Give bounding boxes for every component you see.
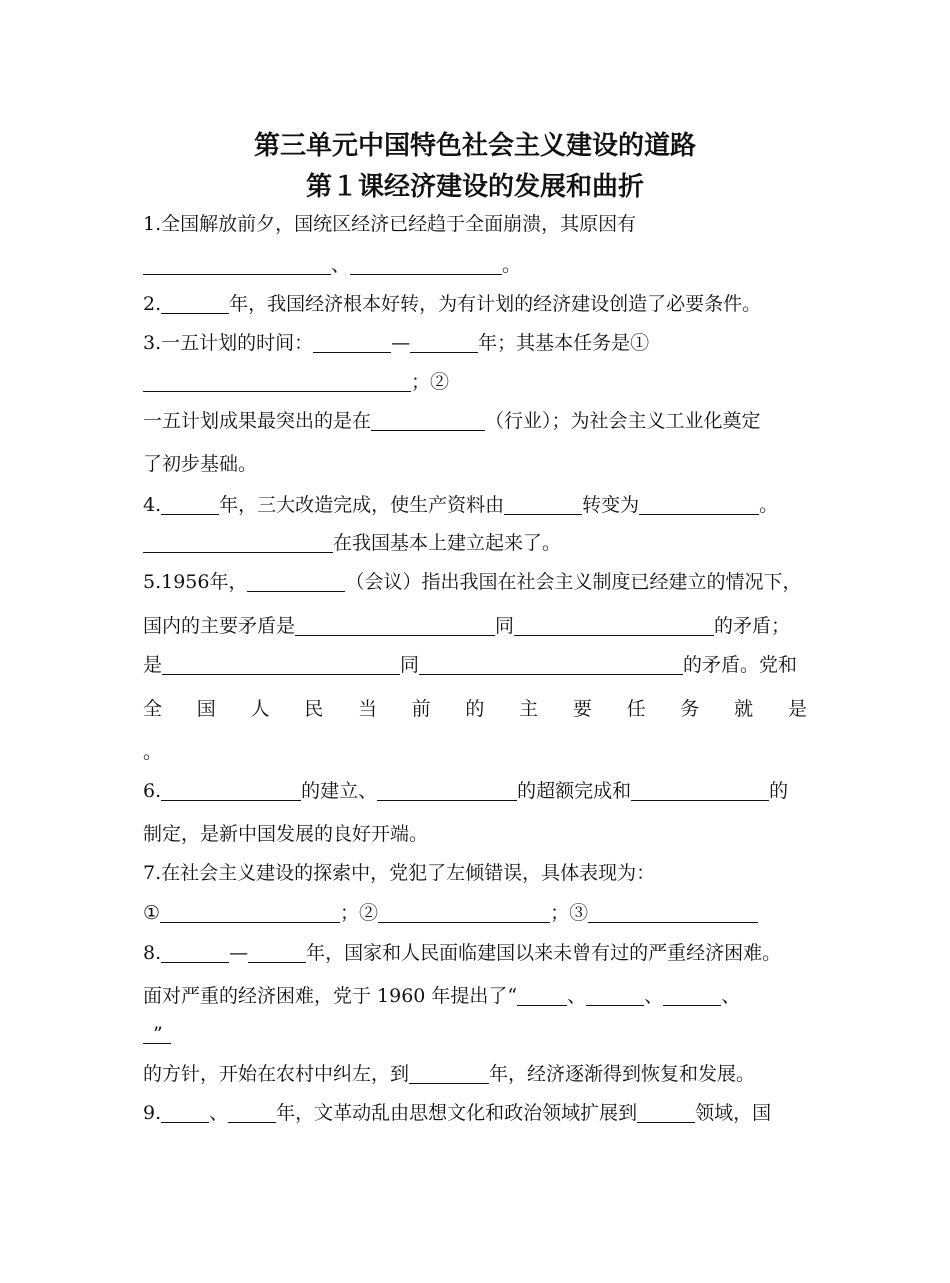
answer-blank[interactable] [143,371,411,392]
answer-blank[interactable] [631,780,769,801]
answer-blank[interactable] [637,1102,695,1123]
question-3 [143,331,649,355]
spread-char: 务 [680,698,700,720]
q5-is: 是 [143,654,163,676]
question-5-line3 [143,653,797,677]
question-3-answers [143,370,449,394]
q6-text-b: 的超额完成和 [517,780,632,802]
q2-text: 年，我国经济根本好转，为有计划的经济建设创造了必要条件。 [229,293,762,315]
spread-char: 全 [143,698,163,720]
q3-task-text: 年；其基本任务是① [478,332,650,354]
question-8 [143,941,781,965]
unit-title: 第三单元中国特色社会主义建设的道路 [253,131,696,161]
q3-industry-text: （行业）；为社会主义工业化奠定 [485,410,761,432]
question-6-line2 [143,822,428,846]
answer-blank[interactable] [143,254,331,275]
answer-blank[interactable] [313,332,391,353]
answer-blank[interactable] [161,293,229,314]
q9-text: 年，文革动乱由思想文化和政治领域扩展到 [276,1102,638,1124]
answer-blank[interactable] [409,1063,489,1084]
answer-blank[interactable] [295,615,495,636]
question-1-answers [143,253,521,277]
question-8-line3 [143,1022,163,1046]
answer-blank[interactable] [514,615,714,636]
question-8-line4 [143,1062,755,1086]
question-5 [143,570,802,594]
q8-guideline-text: 的方针，开始在农村中纠左，到 [143,1063,410,1085]
close-quote: ” [153,1023,163,1045]
question-7-answers [143,901,758,925]
question-4-line2 [143,531,561,555]
q6-end-text: 制定，是新中国发展的良好开端。 [143,823,429,845]
answer-blank[interactable] [161,1102,209,1123]
period: 。 [143,741,163,763]
q6-text-c: 的 [769,780,789,802]
answer-blank[interactable] [161,942,229,963]
spread-char: 任 [626,698,646,720]
answer-blank[interactable] [410,332,478,353]
q8-number: 8. [143,942,162,964]
separator: 、 [721,985,741,1007]
q1-text: 1.全国解放前夕，国统区经济已经趋于全面崩溃，其原因有 [143,213,637,235]
spread-char: 主 [519,698,539,720]
answer-blank[interactable] [143,532,333,553]
q8-policy-text: 面对严重的经济困难，党于 1960 年提出了“ [143,985,518,1007]
separator: 、 [644,985,664,1007]
q8-recovery-text: 年，经济逐渐得到恢复和发展。 [489,1063,756,1085]
question-4 [143,493,778,517]
q3-end-text: 了初步基础。 [143,453,258,475]
q5-text: （会议）指出我国在社会主义制度已经建立的情况下， [345,571,802,593]
q8-text: 年，国家和人民面临建国以来未曾有过的严重经济困难。 [306,942,782,964]
question-5-spread-line [143,697,807,721]
period: 。 [502,254,522,276]
answer-blank[interactable] [247,571,345,592]
question-9 [143,1101,771,1125]
question-7 [143,861,655,885]
q6-text-a: 的建立、 [301,780,378,802]
answer-blank[interactable] [663,985,721,1006]
answer-blank[interactable] [419,654,683,675]
q4-number: 4. [143,494,162,516]
dash: — [391,332,411,354]
answer-blank[interactable] [371,410,485,431]
question-3-line3 [143,409,761,433]
answer-blank[interactable] [160,902,340,923]
spread-char: 就 [734,698,754,720]
spread-char: 民 [304,698,324,720]
question-5-period [143,740,162,764]
q6-number: 6. [143,780,162,802]
answer-blank[interactable] [161,780,301,801]
q3-second: ；② [411,371,450,393]
answer-blank[interactable] [161,494,219,515]
q5-contradiction-end: 的矛盾； [714,615,791,637]
q5-party-text: 的矛盾。党和 [683,654,798,676]
answer-blank[interactable] [228,1102,276,1123]
answer-blank[interactable] [248,942,306,963]
question-3-line4 [143,452,257,476]
spread-char: 当 [357,698,377,720]
q4-change-text: 转变为 [582,494,640,516]
q9-number: 9. [143,1102,162,1124]
question-8-line2 [143,984,740,1008]
spread-char: 要 [572,698,592,720]
answer-blank[interactable] [588,902,758,923]
answer-blank[interactable] [350,254,502,275]
spread-char: 人 [250,698,270,720]
q7-text: 7.在社会主义建设的探索中，党犯了左倾错误，具体表现为： [143,862,656,884]
q3-result-text: 一五计划成果最突出的是在 [143,410,372,432]
spread-char: 国 [196,698,216,720]
answer-blank[interactable] [162,654,400,675]
period: 。 [759,494,779,516]
answer-blank[interactable] [517,985,567,1006]
dash: — [229,942,249,964]
q5-with: 同 [495,615,515,637]
q5-year: 5.1956年， [143,571,248,593]
spread-char: 的 [465,698,485,720]
q9-field-text: 领域，国 [695,1102,772,1124]
q4-established-text: 在我国基本上建立起来了。 [333,532,562,554]
q5-with: 同 [400,654,420,676]
circled-1: ① [143,902,161,924]
q4-text: 年，三大改造完成，使生产资料由 [219,494,505,516]
answer-blank[interactable] [639,494,759,515]
q5-contradiction-text: 国内的主要矛盾是 [143,615,296,637]
spread-char: 是 [787,698,807,720]
answer-blank[interactable] [377,780,517,801]
question-1 [143,212,636,236]
q2-number: 2. [143,293,162,315]
question-5-line2 [143,614,790,638]
circled-2: ；② [340,902,379,924]
question-2 [143,292,761,316]
spread-char: 前 [411,698,431,720]
answer-blank[interactable] [378,902,550,923]
separator: 、 [209,1102,229,1124]
answer-blank[interactable] [586,985,644,1006]
separator: 、 [331,254,351,276]
q3-text: 3.一五计划的时间： [143,332,314,354]
question-6 [143,779,788,803]
lesson-title: 第１课经济建设的发展和曲折 [305,172,644,202]
circled-3: ；③ [550,902,589,924]
answer-blank[interactable] [504,494,582,515]
separator: 、 [567,985,587,1007]
